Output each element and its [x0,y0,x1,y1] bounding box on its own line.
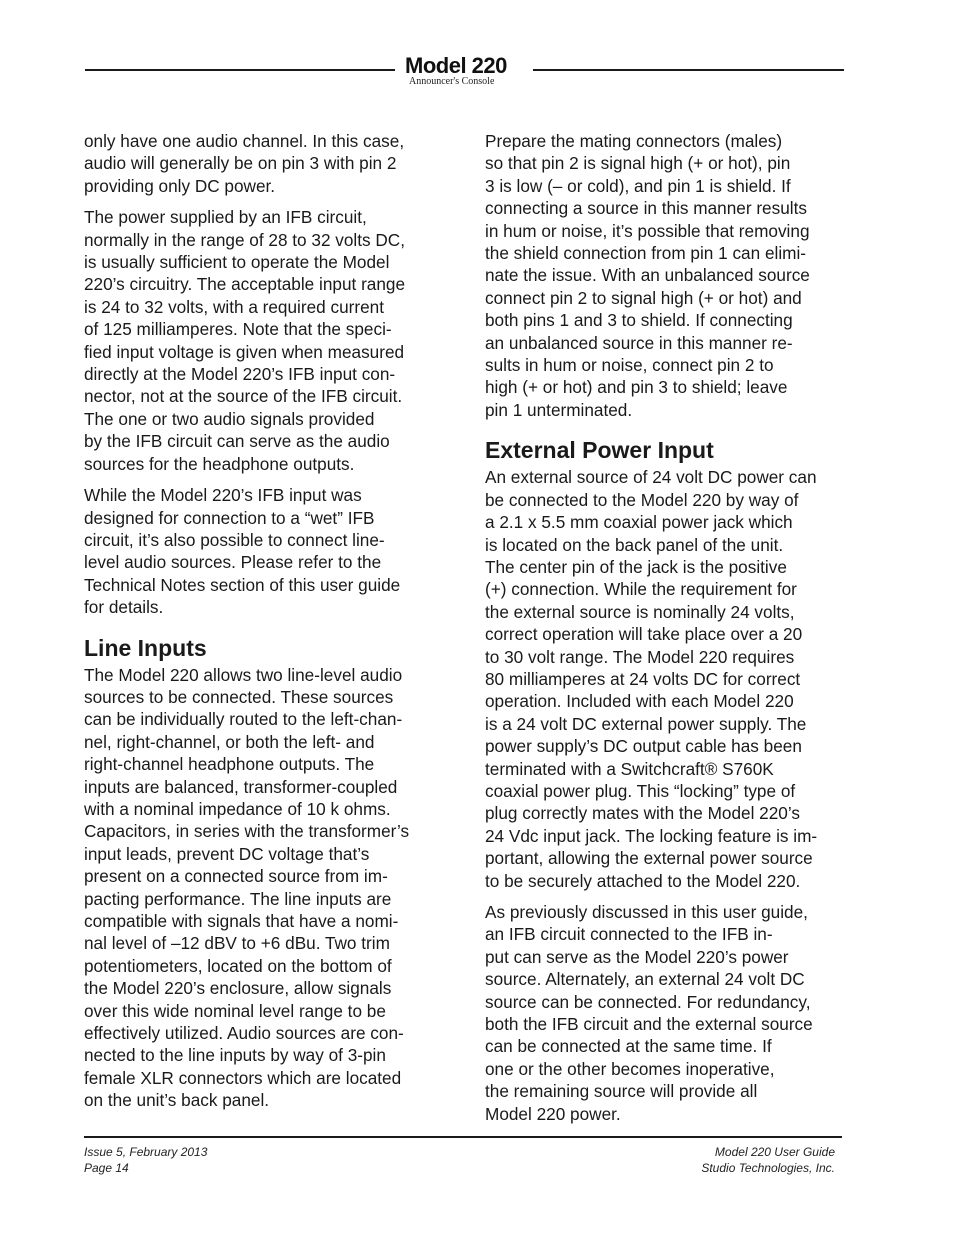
header-title: Model 220 [405,53,507,78]
header-rule-left [85,69,395,71]
footer-issue: Issue 5, February 2013 [84,1145,208,1159]
header-rule-right [533,69,844,71]
paragraph: While the Model 220’s IFB input was designed for connection to a “wet” IFB circuit, it’s also possible to connect line- level audio sources. Please refer to the Technical Notes section of this user guide for details. [84,485,401,618]
footer-guide-title: Model 220 User Guide [714,1145,835,1159]
paragraph: Prepare the mating connectors (males) so that pin 2 is signal high (+ or hot), pin 3 is low (– or cold), and pin 1 is shield. If connecting a source in this manner results in hum or noise, it’s possible that removing the shield connection from pin 1 can elimi- nate the issue. With an unbalanced source connect pin 2 to signal high (+ or hot) and both pins 1 and 3 to shield. If connecting an unbalanced source in this manner re- sults in hum or noise, connect pin 2 to high (+ or hot) and pin 3 to shield; leave pin 1 unterminated. [485,131,810,420]
paragraph: only have one audio channel. In this case, audio will generally be on pin 3 with pin 2 providing only DC power. [84,131,405,196]
footer-page-number: Page 14 [84,1161,129,1175]
paragraph: As previously discussed in this user guide, an IFB circuit connected to the IFB in- put can serve as the Model 220’s power source. Alternately, an external 24 volt DC source can be connected. For redundancy, both the IFB circuit and the external source can be connected at the same time. If one or the other becomes inoperative, the remaining source will provide all Model 220 power. [485,902,813,1124]
section-heading-line-inputs: Line Inputs [84,634,207,661]
paragraph: The power supplied by an IFB circuit, normally in the range of 28 to 32 volts DC, is usually sufficient to operate the Model 220’s circuitry. The acceptable input range is 24 to 32 volts, with a required current of 125 milliamperes. Note that the speci- fied input voltage is given when measured directly at the Model 220’s IFB input con- nector, not at the source of the IFB circuit. The one or two audio signals provided by the IFB circuit can serve as the audio sources for the headphone outputs. [84,207,406,474]
paragraph: The Model 220 allows two line-level audio sources to be connected. These sources can be individually routed to the left-chan- nel, right-channel, or both the left- and right-channel headphone outputs. The inputs are balanced, transformer-coupled with a nominal impedance of 10 k ohms. Capacitors, in series with the transformer’s input leads, prevent DC voltage that’s present on a connected source from im- pacting performance. The line inputs are compatible with signals that have a nomi- nal level of –12 dBV to +6 dBu. Two trim potentiometers, located on the bottom of the Model 220’s enclosure, allow signals over this wide nominal level range to be effectively utilized. Audio sources are con- nected to the line inputs by way of 3-pin female XLR connectors which are located on the unit’s back panel. [84,664,410,1111]
footer-company: Studio Technologies, Inc. [701,1161,835,1175]
section-heading-external-power-input: External Power Input [485,437,714,464]
header-subtitle: Announcer's Console [409,76,495,87]
footer-left [84,1144,207,1176]
paragraph: An external source of 24 volt DC power can be connected to the Model 220 by way of a 2.1 x 5.5 mm coaxial power jack which is located on the back panel of the unit. The center pin of the jack is the positive (+) connection. While the requirement for the external source is nominally 24 volts, correct operation will take place over a 20 to 30 volt range. The Model 220 requires 80 milliamperes at 24 volts DC for correct operation. Included with each Model 220 is a 24 volt DC external power supply. The power supply’s DC output cable has been terminated with a Switchcraft® S760K coaxial power plug. This “locking” type of plug correctly mates with the Model 220’s 24 Vdc input jack. The locking feature is im- portant, allowing the external power source to be securely attached to the Model 220. [485,467,818,891]
right-column [485,130,853,1134]
footer-right [701,1144,835,1176]
left-column [84,130,444,1121]
footer-rule [84,1136,842,1138]
